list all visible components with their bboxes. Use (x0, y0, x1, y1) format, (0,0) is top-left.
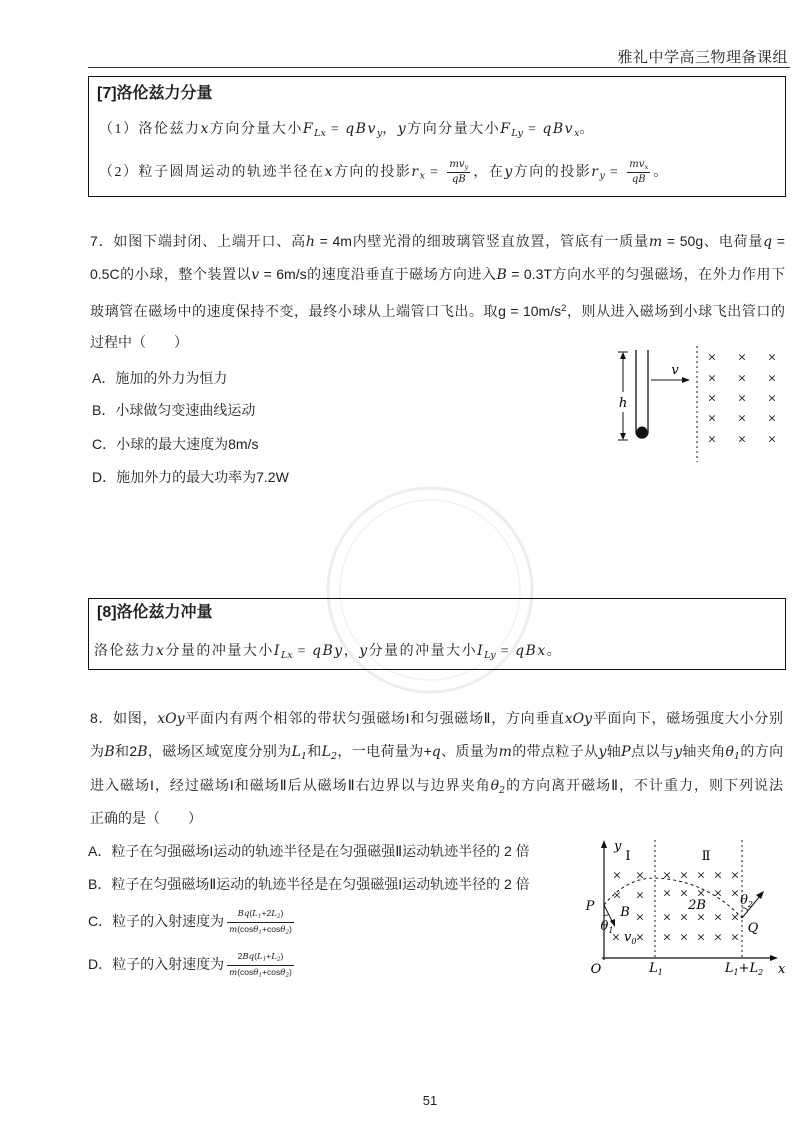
magnetic-field-cross: × (696, 930, 706, 944)
magnetic-field-cross: × (707, 432, 717, 446)
text-run: （2）粒子圆周运动的轨迹半径在 (99, 164, 325, 180)
text-run: 方向分量大小 (209, 122, 303, 137)
magnetic-field-cross: × (707, 350, 717, 364)
math-symbol: Bq (237, 909, 250, 919)
theta2-subscript: 2 (747, 900, 753, 909)
magnetic-field-cross: × (662, 868, 672, 882)
math-symbol: F (500, 121, 512, 137)
magnetic-field-cross: × (737, 391, 747, 405)
header-organization: 雅礼中学高三物理备课组 (617, 49, 788, 66)
subscript: 2 (285, 929, 290, 936)
math-symbol: L (256, 952, 263, 962)
math-symbol: B (137, 744, 148, 760)
text-run: （1）洛伦兹力 (99, 122, 201, 137)
text-run: ， (382, 122, 398, 137)
y-axis-label: y (614, 839, 622, 854)
fraction-denominator (447, 173, 470, 186)
theta2-symbol: θ (740, 893, 748, 908)
x-axis-arrowhead (770, 955, 778, 961)
text-run: = 4m内壁光滑的细玻璃管竖直放置，管底有一质量 (314, 233, 649, 249)
text-run: 。 (653, 164, 669, 180)
L1-symbol: L (649, 961, 658, 976)
L1-tick-label (648, 961, 663, 977)
point-q-label: Q (747, 921, 759, 936)
knowledge-box-8 (88, 598, 786, 670)
fraction-denominator (227, 966, 294, 980)
magnetic-field-cross: × (767, 391, 777, 405)
magnetic-field-cross: × (737, 411, 747, 425)
subscript: 1 (262, 956, 267, 963)
subscript: Ly (484, 649, 496, 661)
text-run: = (325, 122, 346, 137)
text-run: = (424, 164, 445, 180)
magnetic-field-cross: × (730, 868, 740, 882)
field-2-label: 2B (688, 898, 706, 913)
math-symbol: m (648, 234, 663, 250)
math-symbol: qBv (542, 121, 575, 137)
header-rule (88, 67, 790, 68)
text-run: 进入磁场I，经过磁场I和磁场Ⅱ后从磁场Ⅱ右边界以与边界夹角 (90, 777, 491, 793)
text-run: + (266, 951, 272, 961)
magnetic-field-cross: × (707, 371, 717, 385)
math-symbol: x (156, 643, 166, 659)
text-run: 玻璃管在磁场中的速度保持不变，最终小球从上端管口飞出。取g = 10m/s (90, 303, 562, 320)
subscript: 2 (285, 972, 290, 979)
subscript: y (464, 163, 469, 172)
math-symbol: mv (629, 159, 645, 170)
text-run: = (292, 644, 313, 659)
text-run: = (604, 164, 625, 180)
magnetic-field-cross: × (696, 910, 706, 924)
subscript: 1 (733, 750, 740, 762)
math-symbol: y (504, 163, 514, 180)
math-symbol: B (104, 744, 115, 760)
text-run: ， (343, 644, 360, 659)
text-run: 过程中（ ） (90, 334, 188, 350)
L1-plus-L2-b-subscript: 2 (758, 968, 764, 977)
figure-7-glass-tube (605, 340, 795, 465)
theta2-label (740, 893, 753, 909)
question-8-option-a[interactable] (88, 841, 530, 861)
magnetic-field-cross: × (737, 350, 747, 364)
text-run: 8．如图， (90, 710, 158, 726)
text-run: 轴 (606, 743, 622, 759)
box-8-line (94, 641, 562, 666)
math-symbol: q (763, 234, 773, 250)
magnetic-field-cross: × (713, 930, 723, 944)
text-run: D．粒子的入射速度为 (88, 955, 225, 972)
math-symbol: y (397, 121, 408, 137)
subscript: 2 (499, 784, 506, 796)
text-run: 分量的冲量大小 (165, 644, 274, 659)
math-symbol: qBv (345, 121, 377, 137)
magnetic-field-cross: × (696, 886, 706, 900)
subscript: 1 (258, 972, 263, 979)
text-run: 轴夹角 (681, 743, 726, 759)
math-symbol: qB (452, 174, 466, 186)
fraction (227, 908, 294, 936)
math-symbol: r (591, 163, 600, 180)
magnetic-field-cross: × (713, 868, 723, 882)
text-run: ，在 (473, 164, 505, 180)
math-symbol: θ (280, 924, 286, 935)
math-symbol: θ (253, 967, 259, 978)
magnetic-field-cross: × (662, 886, 672, 900)
question-8-option-c[interactable] (88, 908, 297, 936)
subscript: y (376, 127, 383, 139)
box-7-title: [7]洛伦兹力分量 (97, 85, 213, 102)
math-symbol: I (273, 643, 281, 659)
math-symbol: F (302, 121, 315, 137)
magnetic-field-cross: × (737, 432, 747, 446)
math-symbol: v (251, 267, 260, 283)
text-run: (cos (237, 923, 254, 934)
question-8-line-3 (90, 775, 783, 801)
math-symbol: xOy (157, 711, 185, 727)
magnetic-field-cross: × (611, 930, 621, 944)
text-run: 分量的冲量大小 (368, 644, 478, 659)
fraction (447, 159, 470, 186)
magnetic-field-cross: × (707, 411, 717, 425)
subscript: x (644, 163, 649, 172)
fraction-numerator (227, 951, 294, 966)
height-arrowhead-down (620, 433, 626, 440)
text-run: 的方向 (739, 743, 784, 759)
math-symbol: x (324, 163, 334, 180)
text-run: = (495, 644, 516, 659)
text-run: 和2 (114, 743, 138, 759)
L1-plus-L2-tick-label (724, 961, 763, 977)
theta1-symbol: θ (600, 919, 609, 934)
text-run: 、质量为 (440, 743, 499, 759)
math-symbol: θ (490, 778, 500, 794)
L1-subscript: 1 (657, 968, 663, 977)
text-run: 点以与 (630, 743, 675, 759)
magnetic-field-cross: × (635, 910, 645, 924)
text-run: +cos (262, 966, 281, 977)
L1-plus-L2-a-subscript: 1 (733, 968, 739, 977)
math-symbol: y (598, 744, 607, 760)
v0-symbol: v (624, 930, 632, 945)
text-run: 的方向离开磁场Ⅱ，不计重力，则下列说法 (505, 777, 784, 793)
magnetic-field-cross: × (707, 391, 717, 405)
magnetic-field-cross: × (662, 930, 672, 944)
question-8-line-1 (90, 708, 783, 729)
magnetic-field-cross: × (662, 910, 672, 924)
text-run: 。 (579, 122, 595, 137)
subscript: 2 (276, 913, 281, 920)
text-run: ) (289, 966, 292, 977)
text-run: 和 (306, 743, 322, 759)
math-symbol: L (271, 952, 277, 962)
math-symbol: L (321, 744, 331, 760)
subscript: 2 (276, 956, 281, 963)
subscript: 1 (300, 750, 307, 762)
math-symbol: x (200, 121, 210, 137)
magnetic-field-cross: × (767, 371, 777, 385)
x-axis-label: x (778, 962, 786, 977)
box-8-title: [8]洛伦兹力冲量 (97, 604, 213, 621)
page-number: 51 (422, 1093, 438, 1108)
magnetic-field-cross: × (767, 432, 777, 446)
text-run: 方向分量大小 (407, 122, 501, 137)
text-run: A．粒子在匀强磁场I运动的轨迹半径是在匀强磁强Ⅱ运动轨迹半径的 2 倍 (88, 843, 530, 859)
math-symbol: y (359, 643, 369, 659)
question-7-option-d[interactable]: D．施加外力的最大功率为7.2W (92, 469, 289, 485)
text-run: = 6m/s的速度沿垂直于磁场方向进入 (259, 266, 497, 282)
origin-label: O (590, 962, 602, 977)
magnetic-field-cross: × (679, 930, 689, 944)
subscript: 1 (258, 929, 263, 936)
magnetic-field-cross: × (767, 350, 777, 364)
math-symbol: m (229, 924, 238, 935)
fraction-denominator (627, 173, 650, 186)
v0-subscript: 0 (631, 937, 637, 946)
point-p-label: P (585, 899, 595, 914)
text-run: 正确的是（ ） (90, 810, 202, 826)
velocity-label: v (671, 363, 679, 378)
math-symbol: mv (449, 159, 465, 170)
subscript: x (574, 127, 580, 139)
math-symbol: L (291, 744, 301, 760)
figure-8-magnetic-fields (578, 836, 790, 981)
magnetic-field-cross: × (635, 888, 645, 902)
text-run: +cos (262, 923, 281, 934)
text-run: +2 (261, 908, 272, 918)
math-symbol: m (498, 744, 512, 760)
region-1-label: I (625, 849, 631, 864)
math-symbol: B (496, 267, 507, 283)
math-symbol: L (252, 909, 258, 919)
magnetic-field-cross: × (730, 910, 740, 924)
text-run: 0.5C的小球，整个装置以 (90, 266, 252, 282)
subscript: Ly (511, 127, 523, 139)
magnetic-field-cross: × (767, 411, 777, 425)
L1-plus-L2-a: L (724, 961, 734, 976)
text-run: 方向的投影 (333, 164, 412, 180)
height-arrowhead-up (620, 352, 626, 359)
text-run: ) (280, 908, 284, 918)
math-symbol: h (305, 234, 315, 250)
question-7-option-c[interactable]: C．小球的最大速度为8m/s (92, 436, 259, 452)
math-symbol: y (674, 744, 682, 760)
theta1-angle-arc (604, 914, 609, 915)
magnetic-field-cross: × (713, 886, 723, 900)
text-run: ，一电荷量为+ (337, 743, 432, 759)
text-run: = 50g、电荷量 (662, 233, 764, 249)
math-symbol: qBy (312, 643, 344, 659)
text-run: B．粒子在匀强磁场Ⅱ运动的轨迹半径是在匀强磁强I运动轨迹半径的 2 倍 (88, 876, 530, 892)
charged-ball (637, 427, 648, 438)
fraction-numerator (447, 159, 470, 173)
fraction-numerator (627, 159, 650, 173)
text-run: ( (254, 951, 257, 961)
question-8-option-d[interactable] (88, 951, 297, 979)
text-run: (cos (237, 966, 254, 977)
text-run: ，则从进入磁场到小球飞出管口的 (566, 303, 785, 320)
math-symbol: Bq (242, 952, 255, 962)
magnetic-field-cross: × (679, 886, 689, 900)
question-8-option-b[interactable] (88, 874, 530, 894)
text-run: 2 (237, 951, 243, 961)
velocity-arrowhead (682, 377, 690, 383)
text-run: 为 (90, 743, 105, 759)
magnetic-field-cross: × (635, 868, 645, 882)
fraction-numerator (227, 908, 294, 923)
question-7-line-1 (90, 231, 785, 252)
text-run: ) (280, 951, 284, 961)
math-symbol: qBx (515, 643, 547, 659)
magnetic-field-cross: × (679, 868, 689, 882)
magnetic-field-cross: × (737, 371, 747, 385)
box-7-line-2 (99, 159, 669, 187)
math-symbol: θ (253, 924, 259, 935)
question-7-line-4 (90, 332, 188, 352)
text-run: 的带点粒子从 (511, 743, 599, 759)
L1-plus-L2-b: +L (738, 961, 759, 976)
text-run: 7．如图下端封闭、上端开口、高 (90, 233, 306, 249)
fraction (627, 159, 650, 186)
question-7-line-3 (90, 299, 785, 321)
math-symbol: θ (725, 744, 734, 760)
magnetic-field-cross: × (696, 868, 706, 882)
magnetic-field-cross: × (730, 886, 740, 900)
box-7-line-1 (99, 119, 595, 144)
magnetic-field-cross: × (635, 930, 645, 944)
question-7-option-a[interactable]: A．施加的外力为恒力 (92, 370, 228, 386)
height-label: h (618, 396, 628, 411)
text-run: 洛伦兹力 (94, 644, 156, 659)
magnetic-field-cross: × (679, 910, 689, 924)
subscript: Lx (280, 649, 293, 661)
y-axis-arrowhead (601, 840, 607, 848)
math-symbol: I (477, 643, 485, 659)
text-run: = 0.3T方向水平的匀强磁场，在外力作用下 (506, 266, 786, 282)
text-run: = (772, 233, 785, 249)
text-run: 平面向下，磁场强度大小分别 (592, 710, 783, 726)
text-run: C．粒子的入射速度为 (88, 912, 225, 929)
superscript: 2 (561, 303, 567, 314)
question-7-line-2 (90, 264, 785, 285)
exit-velocity-arrowhead (756, 891, 764, 899)
magnetic-field-cross: × (612, 868, 622, 882)
math-symbol: P (621, 744, 631, 760)
fraction (227, 951, 294, 979)
subscript: 1 (257, 913, 262, 920)
question-8-line-4 (90, 808, 202, 828)
theta1-subscript: 1 (608, 926, 614, 935)
magnetic-field-cross: × (612, 888, 622, 902)
question-7-option-b[interactable]: B．小球做匀变速曲线运动 (92, 402, 256, 418)
math-symbol: L (271, 909, 277, 919)
text-run: = (522, 122, 543, 137)
math-symbol: xOy (564, 711, 592, 727)
text-run: ，磁场区域宽度分别为 (147, 743, 292, 759)
fraction-denominator (227, 923, 294, 937)
math-symbol: θ (280, 967, 286, 978)
text-run: ) (289, 923, 292, 934)
text-run: 平面内有两个相邻的带状匀强磁场I和匀强磁场Ⅱ，方向垂直 (184, 710, 565, 726)
question-8-line-2 (90, 741, 783, 767)
subscript: Lx (314, 127, 326, 139)
region-2-label: Ⅱ (701, 849, 711, 864)
subscript: 2 (330, 750, 338, 762)
math-symbol: r (411, 163, 420, 180)
field-1-label: B (620, 905, 630, 920)
math-symbol: q (431, 744, 441, 760)
magnetic-field-cross: × (730, 930, 740, 944)
knowledge-box-7 (88, 76, 786, 197)
subscript: y (599, 170, 605, 182)
math-symbol: qB (631, 174, 646, 186)
text-run: 。 (546, 644, 563, 659)
math-symbol: m (229, 967, 238, 978)
subscript: x (419, 170, 425, 182)
text-run: ( (249, 908, 253, 918)
text-run: 方向的投影 (513, 164, 592, 180)
magnetic-field-cross: × (713, 910, 723, 924)
